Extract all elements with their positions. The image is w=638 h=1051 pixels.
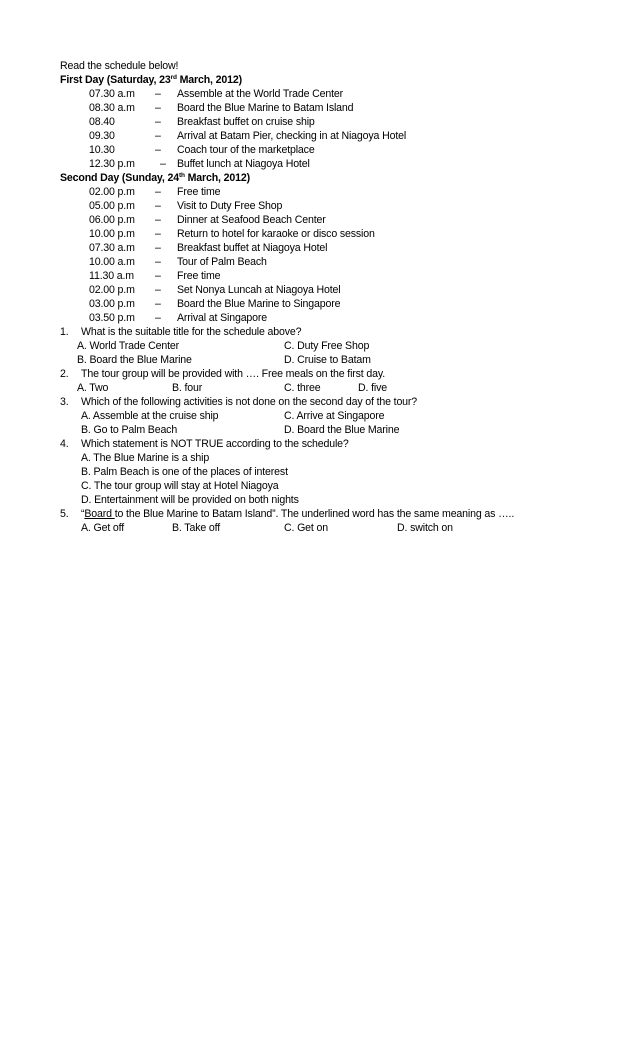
answer-option: B. Take off [172,522,221,534]
dash: – [155,242,161,254]
dash: – [155,102,161,114]
day2-activity: Free time [177,270,221,282]
dash: – [155,284,161,296]
dash: – [155,270,161,282]
question-text: Which of the following activities is not done on the second day of the tour? [81,396,418,408]
day2-activity: Arrival at Singapore [177,312,268,324]
dash: – [160,158,166,170]
day2-activity: Tour of Palm Beach [177,256,267,268]
day2-activity: Breakfast buffet at Niagoya Hotel [177,242,328,254]
dash: – [155,214,161,226]
question-number: 2. [60,368,69,380]
answer-option: B. Go to Palm Beach [81,424,178,436]
dash: – [155,186,161,198]
dash: – [155,256,161,268]
day2-time: 02.00 p.m [89,186,135,198]
dash: – [155,130,161,142]
answer-option: C. Duty Free Shop [284,340,370,352]
dash: – [155,116,161,128]
day1-activity: Buffet lunch at Niagoya Hotel [177,158,310,170]
day2-activity: Free time [177,186,221,198]
intro-text: Read the schedule below! [60,60,179,72]
day1-time: 12.30 p.m [89,158,135,170]
day2-activity: Board the Blue Marine to Singapore [177,298,341,310]
day2-time: 11.30 a.m [89,270,134,282]
day2-activity: Return to hotel for karaoke or disco session [177,228,375,240]
day1-time: 10.30 [89,144,115,156]
dash: – [155,144,161,156]
day1-time: 08.40 [89,116,115,128]
day1-activity: Breakfast buffet on cruise ship [177,116,315,128]
dash: – [155,88,161,100]
day1-activity: Coach tour of the marketplace [177,144,315,156]
dash: – [155,312,161,324]
answer-option: C. The tour group will stay at Hotel Niagoya [81,480,279,492]
question-text: The tour group will be provided with …. Free meals on the first day. [81,368,386,380]
answer-option: A. Two [77,382,109,394]
day2-time: 06.00 p.m [89,214,135,226]
question-text: Which statement is NOT TRUE according to the schedule? [81,438,349,450]
day2-activity: Set Nonya Luncah at Niagoya Hotel [177,284,341,296]
day2-activity: Dinner at Seafood Beach Center [177,214,326,226]
day1-time: 08.30 a.m [89,102,135,114]
question-text: “Board to the Blue Marine to Batam Island”. The underlined word has the same meaning as ….. [81,508,515,520]
day2-time: 03.50 p.m [89,312,135,324]
dash: – [155,298,161,310]
answer-option: A. Assemble at the cruise ship [81,410,219,422]
day1-activity: Board the Blue Marine to Batam Island [177,102,354,114]
answer-option: D. Cruise to Batam [284,354,371,366]
answer-option: D. five [358,382,387,394]
day2-activity: Visit to Duty Free Shop [177,200,283,212]
answer-option: C. Arrive at Singapore [284,410,385,422]
answer-option: D. Entertainment will be provided on both nights [81,494,299,506]
underlined-word: Board [84,508,115,520]
day1-activity: Arrival at Batam Pier, checking in at Niagoya Hotel [177,130,407,142]
day2-time: 02.00 p.m [89,284,135,296]
question-number: 4. [60,438,69,450]
question-text: What is the suitable title for the schedule above? [81,326,302,338]
day1-activity: Assemble at the World Trade Center [177,88,344,100]
answer-option: A. World Trade Center [77,340,180,352]
day1-time: 07.30 a.m [89,88,135,100]
answer-option: A. The Blue Marine is a ship [81,452,210,464]
dash: – [155,228,161,240]
answer-option: D. Board the Blue Marine [284,424,400,436]
answer-option: D. switch on [397,522,453,534]
day1-heading: First Day (Saturday, 23rd March, 2012) [60,74,242,86]
dash: – [155,200,161,212]
question-number: 3. [60,396,69,408]
question-number: 1. [60,326,69,338]
question-number: 5. [60,508,69,520]
answer-option: B. four [172,382,203,394]
day1-time: 09.30 [89,130,115,142]
answer-option: C. three [284,382,321,394]
day2-time: 10.00 a.m [89,256,135,268]
day2-time: 10.00 p.m [89,228,135,240]
day2-time: 03.00 p.m [89,298,135,310]
day2-heading: Second Day (Sunday, 24th March, 2012) [60,172,250,184]
answer-option: A. Get off [81,522,125,534]
answer-option: B. Board the Blue Marine [77,354,192,366]
answer-option: B. Palm Beach is one of the places of interest [81,466,288,478]
day2-time: 05.00 p.m [89,200,135,212]
day2-time: 07.30 a.m [89,242,135,254]
answer-option: C. Get on [284,522,328,534]
